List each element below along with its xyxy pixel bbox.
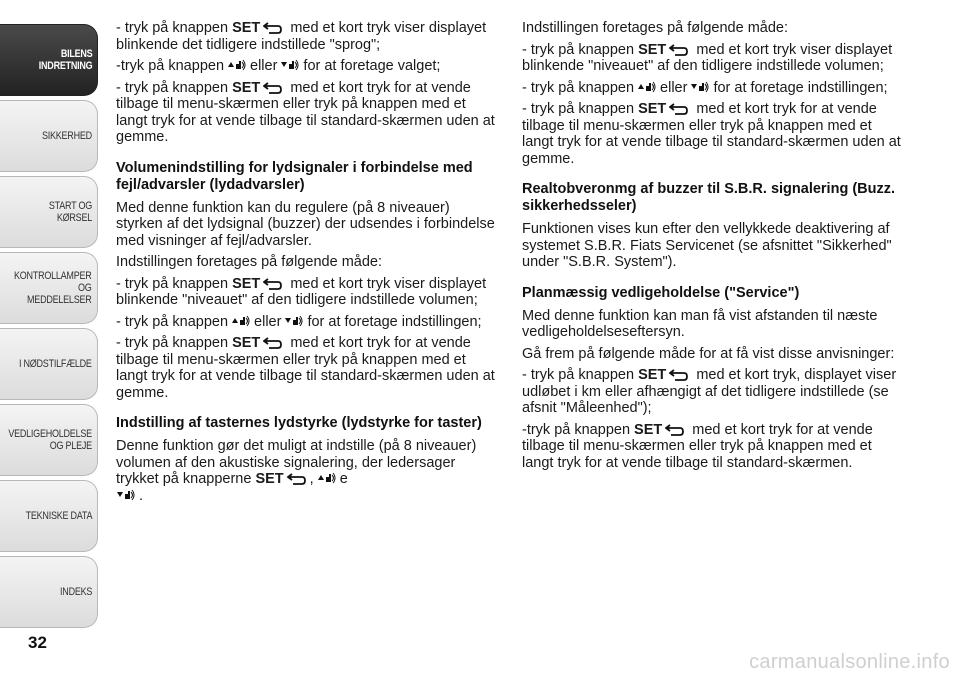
tab-label: INDEKS <box>59 586 92 598</box>
text: med et kort tryk viser displayet blinkende "niveauet" af den tidligere indstillede volumen; <box>522 41 893 74</box>
paragraph <box>116 314 496 331</box>
watermark: carmanualsonline.info <box>749 651 950 673</box>
text: -tryk på knappen <box>116 58 225 74</box>
tab-tekniske-data[interactable] <box>0 480 98 552</box>
set-button-label: SET <box>232 335 261 351</box>
tab-indeks[interactable] <box>0 556 98 628</box>
text: med et kort tryk viser displayet blinkende "niveauet" af den tidligere indstillede volumen; <box>116 275 487 308</box>
paragraph: Gå frem på følgende måde for at få vist disse anvisninger: <box>522 345 895 362</box>
up-volume-icon <box>317 471 337 485</box>
text: - tryk på knappen <box>522 79 635 96</box>
set-return-icon <box>263 82 283 94</box>
text: e <box>339 471 348 487</box>
text: - tryk på knappen <box>116 79 229 96</box>
paragraph <box>116 276 496 309</box>
down-volume-icon <box>690 80 710 94</box>
up-volume-icon <box>231 314 251 328</box>
set-return-icon <box>669 44 689 56</box>
tab-label: VEDLIGEHOLDELSE OG PLEJE <box>8 428 92 452</box>
paragraph <box>522 367 902 417</box>
text: med et kort tryk viser displayet blinkende det tidligere indstillede "sprog"; <box>116 20 487 53</box>
text: med et kort tryk for at vende tilbage til menu-skærmen eller tryk på knappen med et langt tryk for at vende tilbage til standard-skærmen uden at gemme. <box>522 101 901 167</box>
set-return-icon <box>263 278 283 290</box>
paragraph: Med denne funktion kan man få vist afstanden til næste vedligeholdelseseftersyn. <box>522 307 878 340</box>
text: for at foretage indstillingen; <box>307 313 482 330</box>
up-volume-icon <box>637 80 657 94</box>
paragraph: Indstillingen foretages på følgende måde: <box>116 254 383 270</box>
text: med et kort tryk for at vende tilbage til menu-skærmen eller tryk på knappen med et langt tryk for at vende tilbage til standard-skærmen. <box>522 421 873 471</box>
text: - tryk på knappen <box>116 335 229 351</box>
paragraph: Med denne funktion kan du regulere (på 8 niveauer) styrken af det lydsignal (buzzer) der udsendes i forbindelse med visninger af fejl/advarsler. <box>116 199 495 249</box>
text: eller <box>254 313 282 330</box>
paragraph <box>116 58 496 75</box>
set-return-icon <box>287 473 307 485</box>
text: - tryk på knappen <box>522 41 635 58</box>
tab-sikkerhed[interactable] <box>0 100 98 172</box>
tab-bilens-indretning[interactable] <box>0 24 98 96</box>
tab-label: TEKNISKE DATA <box>25 510 92 522</box>
section-heading: Volumenindstilling for lydsignaler i forbindelse med fejl/advarsler (lydadvarsler) <box>116 159 473 193</box>
paragraph <box>522 80 902 97</box>
text: . <box>139 487 144 504</box>
text: - tryk på knappen <box>522 367 635 383</box>
text: eller <box>660 79 688 96</box>
paragraph <box>522 422 902 472</box>
set-button-label: SET <box>638 101 667 117</box>
set-button-label: SET <box>255 471 284 487</box>
tab-start-og-korsel[interactable] <box>0 176 98 248</box>
up-volume-icon <box>227 58 247 72</box>
set-button-label: SET <box>232 20 261 36</box>
text: - tryk på knappen <box>116 20 229 36</box>
right-column <box>522 20 902 476</box>
text: - tryk på knappen <box>522 101 635 117</box>
text: for at foretage valget; <box>303 58 441 74</box>
paragraph <box>522 101 902 167</box>
tab-label: I NØDSTILFÆLDE <box>19 358 92 370</box>
tab-i-nodstilfaelde[interactable] <box>0 328 98 400</box>
text: Denne funktion gør det muligt at indstille (på 8 niveauer) volumen af den akustiske signalering, der ledersager trykket på knapperne <box>116 438 477 487</box>
set-button-label: SET <box>232 275 261 292</box>
paragraph: Indstillingen foretages på følgende måde: <box>522 20 789 36</box>
section-heading: Realtobveronmg af buzzer til S.B.R. signalering (Buzz. sikkerhedsseler) <box>522 181 896 214</box>
paragraph <box>116 335 496 401</box>
paragraph <box>116 80 496 146</box>
tab-label: KONTROLLAMPER OG MEDDELELSER <box>14 270 92 306</box>
page-number: 32 <box>28 633 47 652</box>
tab-label: START OG KØRSEL <box>48 200 92 224</box>
paragraph <box>522 42 902 75</box>
set-return-icon <box>263 22 283 34</box>
left-column <box>116 20 496 509</box>
set-button-label: SET <box>634 421 663 438</box>
text: - tryk på knappen <box>116 313 229 330</box>
text: eller <box>250 58 278 74</box>
text: for at foretage indstillingen; <box>713 79 888 96</box>
down-volume-icon <box>280 58 300 72</box>
text: - tryk på knappen <box>116 275 229 292</box>
paragraph <box>116 438 496 504</box>
tab-kontrollamper[interactable] <box>0 252 98 324</box>
down-volume-icon <box>116 488 136 502</box>
tab-vedligeholdelse[interactable] <box>0 404 98 476</box>
tab-label: BILENS INDRETNING <box>38 48 92 72</box>
set-return-icon <box>669 103 689 115</box>
set-return-icon <box>669 369 689 381</box>
text: med et kort tryk for at vende tilbage til menu-skærmen eller tryk på knappen med et langt tryk for at vende tilbage til standard-skærmen uden at gemme. <box>116 79 495 145</box>
text: , <box>309 471 314 487</box>
text: -tryk på knappen <box>522 421 631 438</box>
text: med et kort tryk, displayet viser udløbet i km eller afhængigt af det tidligere indstillede (se afsnit "Måleenhed"); <box>522 367 897 416</box>
paragraph <box>116 20 496 53</box>
text: med et kort tryk for at vende tilbage til menu-skærmen eller tryk på knappen med et langt tryk for at vende tilbage til standard-skærmen uden at gemme. <box>116 335 495 401</box>
set-return-icon <box>665 424 685 436</box>
down-volume-icon <box>284 314 304 328</box>
set-button-label: SET <box>638 367 667 383</box>
tab-label: SIKKERHED <box>42 130 92 142</box>
paragraph: Funktionen vises kun efter den vellykkede deaktivering af systemet S.B.R. Fiats Servicenet (se afsnittet "Sikkerhed" under "S.B.R. System"). <box>522 221 892 270</box>
section-heading: Indstilling af tasternes lydstyrke (lydstyrke for taster) <box>116 415 482 431</box>
section-heading: Planmæssig vedligeholdelse ("Service") <box>522 284 800 301</box>
set-return-icon <box>263 337 283 349</box>
set-button-label: SET <box>638 41 667 58</box>
set-button-label: SET <box>232 79 261 96</box>
